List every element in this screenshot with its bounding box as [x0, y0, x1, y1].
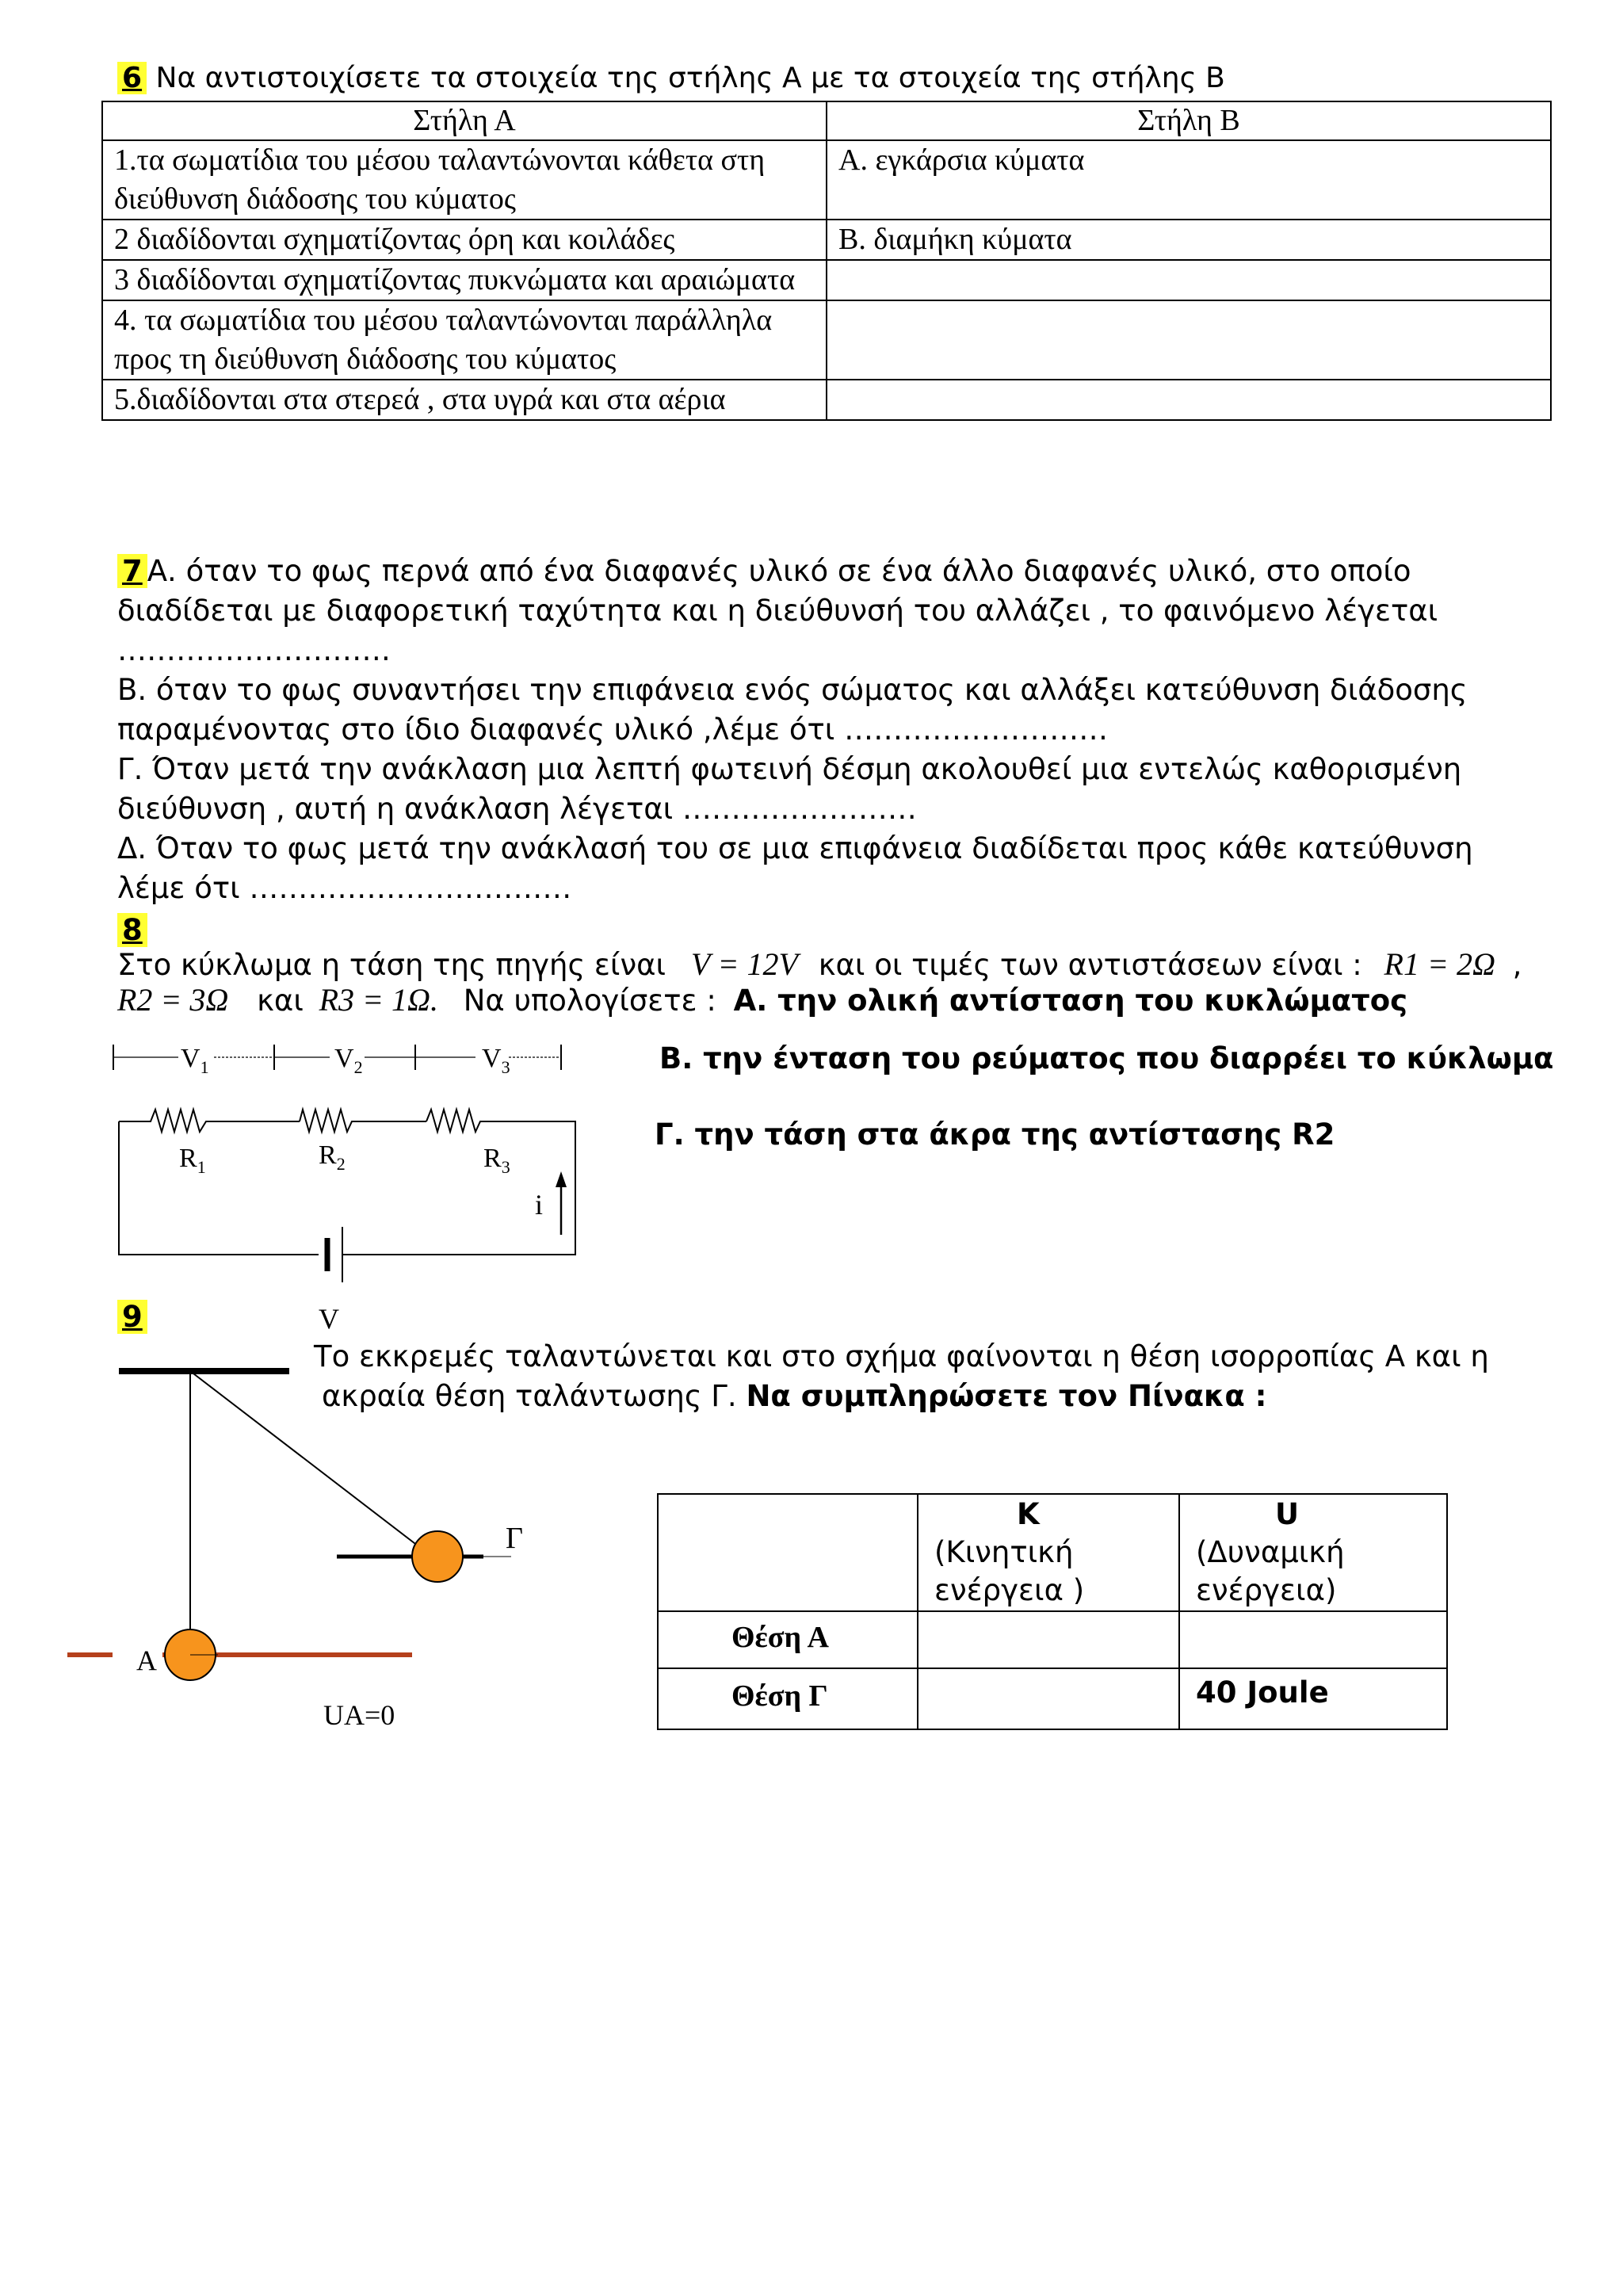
table-header-row	[102, 101, 1551, 140]
q6-matching-table	[101, 101, 1552, 421]
q6-number: 6	[117, 62, 147, 94]
q9-number: 9	[117, 1300, 147, 1334]
q7-line-d1: Δ. Όταν το φως μετά την ανάκλασή του σε μια επιφάνεια διαδίδεται προς κάθε κατεύθυνση	[117, 831, 1473, 865]
v3-label: $V_3$	[482, 1044, 510, 1077]
q7-number: 7	[117, 554, 147, 588]
q8-and: και	[257, 984, 304, 1018]
q9-heading	[117, 1300, 147, 1334]
q8-comma: ,	[1512, 948, 1522, 982]
column-a-cell: 4. τα σωματίδια του μέσου ταλαντώνονται παράλληλα προς τη διεύθυνση διάδοσης του κύματος	[102, 300, 827, 380]
header-column-a: Στήλη Α	[102, 101, 827, 140]
row-label-position-a: Θέση Α	[658, 1611, 918, 1668]
resistor-r2	[300, 1110, 426, 1132]
table-row	[102, 140, 1551, 220]
q6-heading	[117, 62, 1225, 94]
v2-label: $V_2$	[334, 1044, 363, 1077]
r1-label: $R_1$	[179, 1144, 206, 1177]
table-row	[102, 220, 1551, 260]
q7-line-1	[117, 552, 1411, 591]
resistor-r1	[119, 1110, 300, 1132]
row-label-position-gamma: Θέση Γ	[658, 1668, 918, 1729]
label-ua: UA=0	[323, 1699, 395, 1728]
voltage-value: V = 12V	[690, 946, 798, 982]
q7-line-d2: λέμε ότι ……………………………	[117, 871, 572, 905]
table-row	[102, 380, 1551, 420]
table-header-row	[658, 1494, 1447, 1611]
column-a-cell: 3 διαδίδονται σχηματίζοντας πυκνώματα και αραιώματα	[102, 260, 827, 300]
q9-text: ακραία θέση ταλάντωσης Γ.	[322, 1379, 737, 1413]
q8-number: 8	[117, 913, 147, 947]
potential-desc-1: (Δυναμική	[1196, 1535, 1345, 1569]
table-row	[102, 260, 1551, 300]
q8-calculate: Να υπολογίσετε :	[463, 984, 716, 1018]
column-a-cell: 5.διαδίδονται στα στερεά , στα υγρά και στα αέρια	[102, 380, 827, 420]
kinetic-header	[918, 1494, 1179, 1611]
q7-line-c1: Γ. Όταν μετά την ανάκλαση μια λεπτή φωτεινή δέσμη ακολουθεί μια εντελώς καθορισμένη	[117, 752, 1462, 786]
resistor-r3	[426, 1110, 531, 1132]
q9-instruction: Να συμπληρώσετε τον Πίνακα :	[746, 1379, 1267, 1413]
q7-line-b1: Β. όταν το φως συναντήσει την επιφάνεια ενός σώματος και αλλάξει κατεύθυνση διάδοσης	[117, 673, 1468, 707]
r3-value: R3 = 1Ω.	[319, 982, 438, 1018]
q7-text-a1: Α. όταν το φως περνά από ένα διαφανές υλικό σε ένα άλλο διαφανές υλικό, στο οποίο	[147, 554, 1411, 588]
label-gamma: Γ	[506, 1522, 523, 1555]
q7-line-b2: παραμένοντας στο ίδιο διαφανές υλικό ,λέμε ότι ………………………	[117, 712, 1109, 747]
circuit-diagram	[103, 1030, 594, 1347]
header-column-b: Στήλη Β	[827, 101, 1551, 140]
q8-task-b: Β. την ένταση του ρεύματος που διαρρέει το κύκλωμα	[659, 1041, 1554, 1075]
q8-statement-line-2	[117, 981, 1407, 1018]
r2-label: $R_2$	[319, 1140, 346, 1174]
q8-heading	[117, 913, 147, 947]
r1-value: R1 = 2Ω	[1384, 946, 1495, 982]
q8-text-intro: Στο κύκλωμα η τάση της πηγής είναι	[117, 948, 666, 982]
column-a-cell: 2 διαδίδονται σχηματίζοντας όρη και κοιλάδες	[102, 220, 827, 260]
table-row	[658, 1668, 1447, 1729]
column-b-cell[interactable]	[827, 380, 1551, 420]
v1-label: $V_1$	[181, 1044, 209, 1077]
table-row	[658, 1611, 1447, 1668]
potential-desc-2: ενέργεια)	[1196, 1573, 1337, 1607]
column-a-cell: 1.τα σωματίδια του μέσου ταλαντώνονται κάθετα στη διεύθυνση διάδοσης του κύματος	[102, 140, 827, 220]
empty-corner-cell	[658, 1494, 918, 1611]
q7-line-2: διαδίδεται με διαφορετική ταχύτητα και η διεύθυνσή του αλλάζει , το φαινόμενο λέγεται	[117, 594, 1438, 628]
table-row	[102, 300, 1551, 380]
potential-title: U	[1275, 1497, 1300, 1531]
q6-title: Να αντιστοιχίσετε τα στοιχεία της στήλης Α με τα στοιχεία της στήλης Β	[155, 62, 1225, 94]
column-b-cell[interactable]	[827, 260, 1551, 300]
r3-label: $R_3$	[483, 1144, 510, 1177]
q7-line-c2: διεύθυνση , αυτή η ανάκλαση λέγεται ……………………	[117, 792, 917, 826]
potential-header	[1179, 1494, 1447, 1611]
kinetic-desc-1: (Κινητική	[934, 1535, 1074, 1569]
kinetic-desc-2: ενέργεια )	[934, 1573, 1085, 1607]
q8-text-resistances: και οι τιμές των αντιστάσεων είναι :	[818, 948, 1362, 982]
r2-value: R2 = 3Ω	[117, 982, 229, 1018]
cell-gamma-kinetic[interactable]	[918, 1668, 1179, 1729]
pendulum-bob-gamma	[412, 1531, 463, 1582]
q8-task-c: Γ. την τάση στα άκρα της αντίστασης R2	[655, 1117, 1335, 1152]
q9-line-1: Το εκκρεμές ταλαντώνεται και στο σχήμα φαίνονται η θέση ισορροπίας Α και η	[314, 1339, 1489, 1373]
q8-task-a: Α. την ολική αντίσταση του κυκλώματος	[733, 984, 1408, 1018]
column-b-cell: Β. διαμήκη κύματα	[827, 220, 1551, 260]
cell-a-kinetic[interactable]	[918, 1611, 1179, 1668]
current-arrow-icon	[556, 1171, 567, 1187]
column-b-cell[interactable]	[827, 300, 1551, 380]
q9-energy-table	[657, 1493, 1448, 1730]
cell-gamma-potential: 40 Joule	[1179, 1668, 1447, 1729]
current-label: i	[535, 1189, 544, 1221]
kinetic-title: K	[1017, 1497, 1040, 1531]
pendulum-string-extreme	[190, 1371, 432, 1557]
label-a: Α	[136, 1645, 157, 1676]
pendulum-figure	[63, 1347, 618, 1728]
cell-a-potential[interactable]	[1179, 1611, 1447, 1668]
column-b-cell: Α. εγκάρσια κύματα	[827, 140, 1551, 220]
q8-statement-line-1	[117, 946, 1522, 983]
source-label: V	[319, 1303, 339, 1335]
q7-blank-a[interactable]: ……………………….	[117, 633, 391, 667]
